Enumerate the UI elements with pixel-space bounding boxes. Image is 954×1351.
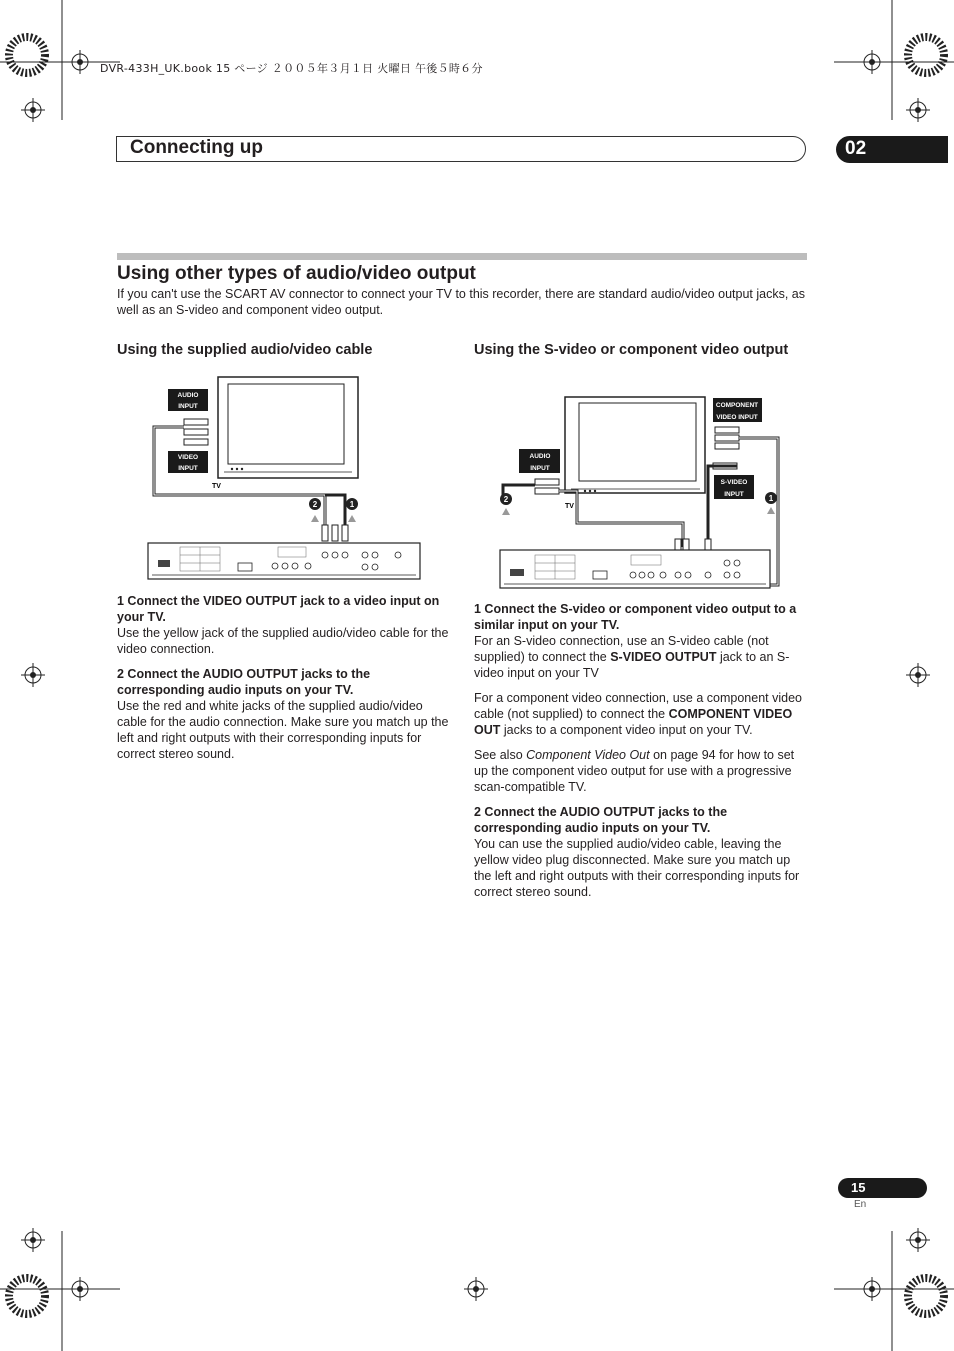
left-subtitle: Using the supplied audio/video cable bbox=[117, 342, 373, 358]
marker-1-right: 1 bbox=[768, 494, 774, 503]
marker-1: 1 bbox=[349, 500, 355, 509]
right-para-svideo: For an S-video connection, use an S-video cable (not supplied) to connect the S-VIDEO OUTPUT jack to an S-video input on your TV bbox=[474, 634, 790, 680]
audio-input-label-right: AUDIO bbox=[529, 453, 551, 460]
component-label-2: VIDEO INPUT bbox=[716, 414, 758, 421]
right-step2-body: You can use the supplied audio/video cable, leaving the yellow video plug disconnected. Make sure you match up the left and right outputs with their corresponding inputs for correct stereo sound. bbox=[474, 837, 800, 899]
page-number: 15 bbox=[851, 1180, 866, 1195]
section-intro: If you can't use the SCART AV connector to connect your TV to this recorder, there are standard audio/video output jacks, as well as an S-video and component video output. bbox=[117, 287, 805, 317]
diagram-svideo-component bbox=[495, 395, 795, 595]
section-title: Using other types of audio/video output bbox=[117, 263, 476, 284]
left-step1-body: Use the yellow jack of the supplied audio/video cable for the video connection. bbox=[117, 626, 449, 656]
right-step2-title: 2 Connect the AUDIO OUTPUT jacks to the corresponding audio inputs on your TV. bbox=[474, 805, 728, 835]
marker-2: 2 bbox=[312, 500, 318, 509]
video-input-label-2: INPUT bbox=[178, 465, 198, 472]
tv-label-right: TV bbox=[565, 503, 574, 510]
audio-input-label-right-2: INPUT bbox=[530, 465, 550, 472]
component-label: COMPONENT bbox=[715, 402, 759, 409]
page-language: En bbox=[854, 1199, 867, 1210]
right-para-see-also: See also Component Video Out on page 94 for how to set up the component video output for use with a progressive scan-compatible TV. bbox=[474, 748, 795, 794]
left-step1-title: 1 Connect the VIDEO OUTPUT jack to a video input on your TV. bbox=[117, 594, 440, 624]
right-step1-title: 1 Connect the S-video or component video output to a similar input on your TV. bbox=[474, 602, 797, 632]
right-subtitle: Using the S-video or component video output bbox=[474, 342, 789, 358]
left-step2-title: 2 Connect the AUDIO OUTPUT jacks to the corresponding audio inputs on your TV. bbox=[117, 667, 371, 697]
right-para-component: For a component video connection, use a component video cable (not supplied) to connect the COMPONENT VIDEO OUT jacks to a component video input on your TV. bbox=[474, 691, 802, 737]
chapter-title: Connecting up bbox=[130, 137, 263, 158]
marker-2-right: 2 bbox=[503, 495, 509, 504]
diagram-av-cable bbox=[140, 375, 430, 585]
section-rule bbox=[117, 253, 807, 260]
left-step2-body: Use the red and white jacks of the supplied audio/video cable for the audio connection. Make sure you match up the left and right outputs with their corresponding inputs for correct stereo sound. bbox=[117, 699, 449, 761]
tv-label: TV bbox=[212, 483, 221, 490]
svideo-label: S-VIDEO bbox=[720, 479, 748, 486]
file-meta-line: DVR-433H_UK.book 15 ページ ２００５年３月１日 火曜日 午後５時６分 bbox=[100, 62, 483, 75]
video-input-label: VIDEO bbox=[177, 454, 199, 461]
left-steps bbox=[117, 593, 452, 771]
audio-input-label-2: INPUT bbox=[178, 403, 198, 410]
audio-input-label: AUDIO bbox=[177, 392, 199, 399]
chapter-number: 02 bbox=[845, 138, 867, 159]
right-steps bbox=[474, 601, 809, 909]
svideo-label-2: INPUT bbox=[724, 491, 744, 498]
